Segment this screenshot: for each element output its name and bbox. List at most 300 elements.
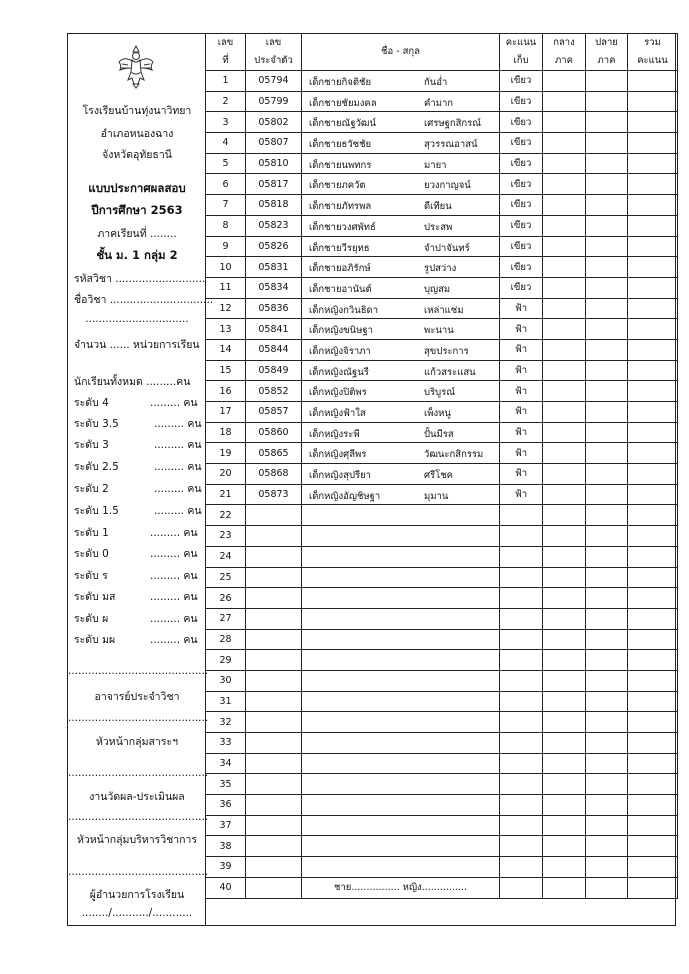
- signature-line: ..........................................: [68, 866, 209, 878]
- student-id: 05802: [246, 112, 302, 133]
- credits: จำนวน ...... หน่วยการเรียน: [74, 339, 200, 351]
- table-row: [206, 588, 678, 609]
- row-number: 21: [206, 484, 246, 505]
- level-row: ระดับ 3.5 ......... คน: [74, 418, 202, 430]
- academic-year: ปีการศึกษา 2563: [91, 203, 183, 217]
- first-name: เด็กหญิงณัฐนรี: [309, 366, 369, 378]
- level-row: ระดับ 4 ......... คน: [74, 397, 198, 409]
- first-name: เด็กหญิงศุลีพร: [309, 449, 367, 461]
- total-cell: [628, 526, 678, 547]
- row-number: 30: [206, 670, 246, 691]
- final-cell: [586, 464, 628, 485]
- last-name: เหล่าแช่ม: [424, 304, 464, 316]
- col-header-final: ปลาย ภาค: [586, 34, 628, 71]
- table-row: [206, 857, 678, 878]
- table-row: [206, 257, 678, 278]
- last-name: ปั้นมีรส: [424, 428, 454, 440]
- table-row: [206, 484, 678, 505]
- final-cell: [586, 815, 628, 836]
- row-number: 6: [206, 174, 246, 195]
- school-name: โรงเรียนบ้านทุ่งนาวิทยา: [82, 105, 192, 117]
- score-cell: เขียว: [500, 71, 543, 92]
- last-name: บริบูรณ์: [424, 387, 456, 399]
- row-number: 1: [206, 71, 246, 92]
- student-name: [302, 133, 500, 154]
- midterm-cell: [543, 298, 586, 319]
- midterm-cell: [543, 526, 586, 547]
- row-number: 4: [206, 133, 246, 154]
- score-cell: ฟ้า: [500, 422, 543, 443]
- final-cell: [586, 567, 628, 588]
- signature-line: ..........................................: [68, 811, 209, 823]
- last-name: รูปสว่าง: [424, 263, 457, 275]
- score-cell: ฟ้า: [500, 339, 543, 360]
- midterm-cell: [543, 567, 586, 588]
- student-id: [246, 857, 302, 878]
- score-cell: ฟ้า: [500, 298, 543, 319]
- final-cell: [586, 670, 628, 691]
- table-row: [206, 91, 678, 112]
- final-cell: [586, 112, 628, 133]
- row-number: 15: [206, 360, 246, 381]
- student-id: [246, 546, 302, 567]
- score-cell: เขียว: [500, 133, 543, 154]
- score-cell: [500, 857, 543, 878]
- final-cell: [586, 91, 628, 112]
- table-row: [206, 567, 678, 588]
- first-name: เด็กหญิงฟ้าใส: [309, 408, 366, 419]
- score-cell: [500, 567, 543, 588]
- total-cell: [628, 360, 678, 381]
- midterm-cell: [543, 236, 586, 257]
- student-id: [246, 670, 302, 691]
- score-cell: เขียว: [500, 174, 543, 195]
- student-id: [246, 733, 302, 754]
- student-name: [302, 733, 500, 754]
- col-header-total: รวม คะแนน: [628, 34, 678, 71]
- total-cell: [628, 608, 678, 629]
- table-row: [206, 691, 678, 712]
- student-name: [302, 629, 500, 650]
- total-cell: [628, 629, 678, 650]
- score-cell: ฟ้า: [500, 319, 543, 340]
- first-name: เด็กหญิงสุปรียา: [309, 470, 371, 482]
- midterm-cell: [543, 629, 586, 650]
- midterm-cell: [543, 753, 586, 774]
- student-id: [246, 753, 302, 774]
- table-row: [206, 753, 678, 774]
- first-name: เด็กชายกิจติชัย: [309, 77, 372, 88]
- midterm-cell: [543, 195, 586, 216]
- student-id: 05834: [246, 277, 302, 298]
- total-cell: [628, 464, 678, 485]
- last-name: บุญสม: [424, 283, 451, 295]
- student-id: 05799: [246, 91, 302, 112]
- final-cell: [586, 588, 628, 609]
- table-row: [206, 422, 678, 443]
- semester: ภาคเรียนที่ ........: [97, 228, 177, 240]
- first-name: เด็กชายธวัชชัย: [309, 139, 372, 151]
- row-number: 35: [206, 774, 246, 795]
- level-row: ระดับ มส ......... คน: [74, 591, 198, 603]
- level-row: ระดับ ผ ......... คน: [74, 613, 198, 625]
- score-cell: [500, 505, 543, 526]
- col-header-score: คะแนน เก็บ: [500, 34, 543, 71]
- midterm-cell: [543, 91, 586, 112]
- total-cell: [628, 795, 678, 816]
- midterm-cell: [543, 339, 586, 360]
- row-number: 2: [206, 91, 246, 112]
- table-row: [206, 133, 678, 154]
- student-id: [246, 608, 302, 629]
- score-cell: [500, 670, 543, 691]
- score-cell: [500, 815, 543, 836]
- total-cell: [628, 112, 678, 133]
- level-row: ระดับ มผ ......... คน: [74, 634, 198, 646]
- row-number: 40: [206, 877, 246, 898]
- midterm-cell: [543, 712, 586, 733]
- final-cell: [586, 877, 628, 898]
- last-name: พะนาน: [424, 325, 454, 337]
- total-cell: [628, 215, 678, 236]
- total-cell: [628, 650, 678, 671]
- student-name: [302, 339, 500, 360]
- final-cell: [586, 133, 628, 154]
- last-name: ดีเทียน: [424, 201, 452, 213]
- final-cell: [586, 422, 628, 443]
- student-id: 05841: [246, 319, 302, 340]
- midterm-cell: [543, 402, 586, 423]
- final-cell: [586, 360, 628, 381]
- total-cell: [628, 339, 678, 360]
- student-id: [246, 650, 302, 671]
- final-cell: [586, 608, 628, 629]
- student-name: [302, 774, 500, 795]
- midterm-cell: [543, 857, 586, 878]
- total-cell: [628, 195, 678, 216]
- final-cell: [586, 215, 628, 236]
- midterm-cell: [543, 71, 586, 92]
- student-id: [246, 588, 302, 609]
- student-id: [246, 567, 302, 588]
- student-name: [302, 422, 500, 443]
- student-id: [246, 836, 302, 857]
- table-row: [206, 298, 678, 319]
- total-cell: [628, 670, 678, 691]
- table-row: [206, 153, 678, 174]
- score-cell: [500, 733, 543, 754]
- total-cell: [628, 505, 678, 526]
- midterm-cell: [543, 464, 586, 485]
- last-name: มุมาน: [424, 490, 449, 502]
- student-name: [302, 464, 500, 485]
- score-cell: [500, 712, 543, 733]
- student-name: [302, 546, 500, 567]
- score-cell: [500, 526, 543, 547]
- row-number: 3: [206, 112, 246, 133]
- table-row: [206, 319, 678, 340]
- final-cell: [586, 277, 628, 298]
- level-row: ระดับ ร ......... คน: [74, 570, 198, 582]
- row-number: 22: [206, 505, 246, 526]
- final-cell: [586, 505, 628, 526]
- row-number: 37: [206, 815, 246, 836]
- midterm-cell: [543, 422, 586, 443]
- midterm-cell: [543, 505, 586, 526]
- final-cell: [586, 402, 628, 423]
- first-name: เด็กชายวงศพัทธ์: [309, 221, 376, 233]
- row-number: 32: [206, 712, 246, 733]
- student-id: [246, 877, 302, 898]
- row-number: 26: [206, 588, 246, 609]
- last-name: วัฒนะกสิกรรม: [424, 449, 484, 461]
- student-id: 05817: [246, 174, 302, 195]
- midterm-cell: [543, 546, 586, 567]
- midterm-cell: [543, 112, 586, 133]
- midterm-cell: [543, 257, 586, 278]
- last-name: ประสพ: [424, 221, 453, 233]
- province: จังหวัดอุทัยธานี: [102, 149, 172, 161]
- subject-name-cont: ...............................: [85, 313, 189, 325]
- student-id: 05849: [246, 360, 302, 381]
- final-cell: [586, 753, 628, 774]
- student-name: [302, 608, 500, 629]
- last-name: สุขประการ: [424, 345, 469, 357]
- final-cell: [586, 298, 628, 319]
- date-line: ......../.........../............: [81, 907, 193, 919]
- signature-line: ..........................................: [68, 665, 209, 677]
- first-name: เด็กชายอภิรักษ์: [309, 263, 371, 275]
- student-name: [302, 712, 500, 733]
- row-number: 16: [206, 381, 246, 402]
- score-cell: เขียว: [500, 195, 543, 216]
- score-cell: ฟ้า: [500, 443, 543, 464]
- table-row: [206, 443, 678, 464]
- student-name: [302, 236, 500, 257]
- final-cell: [586, 629, 628, 650]
- student-name: [302, 257, 500, 278]
- total-cell: [628, 381, 678, 402]
- student-id: 05857: [246, 402, 302, 423]
- level-row: ระดับ 1 ......... คน: [74, 527, 198, 539]
- row-number: 14: [206, 339, 246, 360]
- score-cell: [500, 753, 543, 774]
- score-cell: [500, 836, 543, 857]
- total-cell: [628, 153, 678, 174]
- midterm-cell: [543, 277, 586, 298]
- first-name: เด็กชายนพทกร: [309, 159, 372, 171]
- table-row: [206, 174, 678, 195]
- student-id: 05868: [246, 464, 302, 485]
- gender-summary: ชาย................ หญิง...............: [302, 877, 500, 898]
- midterm-cell: [543, 774, 586, 795]
- row-number: 34: [206, 753, 246, 774]
- final-cell: [586, 443, 628, 464]
- row-number: 10: [206, 257, 246, 278]
- midterm-cell: [543, 795, 586, 816]
- row-number: 5: [206, 153, 246, 174]
- first-name: เด็กชายชัยมงคล: [309, 97, 377, 109]
- student-id: 05844: [246, 339, 302, 360]
- student-name: [302, 153, 500, 174]
- total-cell: [628, 71, 678, 92]
- row-number: 17: [206, 402, 246, 423]
- row-number: 8: [206, 215, 246, 236]
- student-id: 05818: [246, 195, 302, 216]
- row-number: 11: [206, 277, 246, 298]
- last-name: ศรีโชค: [424, 470, 454, 482]
- final-cell: [586, 153, 628, 174]
- total-cell: [628, 236, 678, 257]
- row-number: 24: [206, 546, 246, 567]
- last-name: เพ็งหนู: [424, 408, 451, 419]
- table-row: [206, 795, 678, 816]
- student-name: [302, 670, 500, 691]
- table-row: [206, 877, 678, 898]
- total-cell: [628, 422, 678, 443]
- score-cell: ฟ้า: [500, 360, 543, 381]
- table-row: [206, 815, 678, 836]
- row-number: 7: [206, 195, 246, 216]
- final-cell: [586, 857, 628, 878]
- total-cell: [628, 774, 678, 795]
- student-name: [302, 381, 500, 402]
- score-cell: เขียว: [500, 153, 543, 174]
- score-cell: [500, 608, 543, 629]
- midterm-cell: [543, 360, 586, 381]
- midterm-cell: [543, 733, 586, 754]
- first-name: เด็กหญิงจิราภา: [309, 345, 371, 357]
- midterm-cell: [543, 608, 586, 629]
- student-id: [246, 712, 302, 733]
- first-name: เด็กหญิงระพี: [309, 428, 360, 440]
- total-cell: [628, 815, 678, 836]
- student-name: [302, 195, 500, 216]
- row-number: 29: [206, 650, 246, 671]
- student-name: [302, 815, 500, 836]
- final-cell: [586, 712, 628, 733]
- signature-role: หัวหน้ากลุ่มสาระฯ: [95, 736, 178, 748]
- student-id: 05826: [246, 236, 302, 257]
- final-cell: [586, 257, 628, 278]
- score-cell: ฟ้า: [500, 464, 543, 485]
- table-row: [206, 629, 678, 650]
- row-number: 33: [206, 733, 246, 754]
- first-name: เด็กชายอานันต์: [309, 283, 372, 295]
- table-row: [206, 733, 678, 754]
- student-name: [302, 215, 500, 236]
- last-name: เศรษฐกสิกรณ์: [424, 118, 482, 130]
- student-id: [246, 774, 302, 795]
- form-title: แบบประกาศผลสอบ: [88, 181, 186, 195]
- midterm-cell: [543, 815, 586, 836]
- table-row: [206, 360, 678, 381]
- student-name: [302, 174, 500, 195]
- student-name: [302, 650, 500, 671]
- student-id: 05810: [246, 153, 302, 174]
- student-name: [302, 567, 500, 588]
- signature-line: ..........................................: [68, 767, 209, 779]
- student-name: [302, 691, 500, 712]
- last-name: มายา: [424, 159, 447, 171]
- table-row: [206, 195, 678, 216]
- final-cell: [586, 381, 628, 402]
- row-number: 12: [206, 298, 246, 319]
- level-row: ระดับ 0 ......... คน: [74, 548, 198, 560]
- student-id: [246, 691, 302, 712]
- table-row: [206, 236, 678, 257]
- student-id: [246, 815, 302, 836]
- student-id: 05873: [246, 484, 302, 505]
- first-name: เด็กชายณัฐวัฒน์: [309, 118, 376, 130]
- signature-role: อาจารย์ประจำวิชา: [94, 691, 180, 703]
- row-number: 9: [206, 236, 246, 257]
- first-name: เด็กหญิงปิติพร: [309, 387, 367, 399]
- total-cell: [628, 691, 678, 712]
- signature-role: หัวหน้ากลุ่มบริหารวิชาการ: [76, 834, 198, 846]
- info-column: [68, 34, 214, 925]
- row-number: 13: [206, 319, 246, 340]
- table-row: [206, 650, 678, 671]
- district: อำเภอหนองฉาง: [100, 128, 174, 140]
- final-cell: [586, 236, 628, 257]
- first-name: เด็กหญิงอัญชิษฐา: [309, 490, 381, 502]
- table-row: [206, 774, 678, 795]
- student-name: [302, 112, 500, 133]
- student-id: [246, 795, 302, 816]
- total-cell: [628, 402, 678, 423]
- score-cell: [500, 774, 543, 795]
- final-cell: [586, 174, 628, 195]
- score-cell: [500, 795, 543, 816]
- total-cell: [628, 443, 678, 464]
- midterm-cell: [543, 133, 586, 154]
- table-row: [206, 339, 678, 360]
- midterm-cell: [543, 319, 586, 340]
- student-name: [302, 71, 500, 92]
- student-name: [302, 298, 500, 319]
- total-students: นักเรียนทั้งหมด .........คน: [74, 376, 191, 388]
- last-name: สุวรรณอาสน์: [424, 139, 478, 151]
- student-id: 05823: [246, 215, 302, 236]
- total-cell: [628, 712, 678, 733]
- last-name: ยวงกาญจน์: [424, 180, 471, 192]
- row-number: 25: [206, 567, 246, 588]
- total-cell: [628, 484, 678, 505]
- student-name: [302, 319, 500, 340]
- row-number: 20: [206, 464, 246, 485]
- table-row: [206, 712, 678, 733]
- student-id: [246, 629, 302, 650]
- score-cell: ฟ้า: [500, 484, 543, 505]
- total-cell: [628, 836, 678, 857]
- final-cell: [586, 319, 628, 340]
- student-table: [205, 33, 678, 899]
- final-cell: [586, 546, 628, 567]
- table-row: [206, 670, 678, 691]
- table-row: [206, 526, 678, 547]
- last-name: กันอ่ำ: [424, 77, 448, 88]
- student-id: 05836: [246, 298, 302, 319]
- level-row: ระดับ 2 ......... คน: [74, 483, 202, 495]
- midterm-cell: [543, 691, 586, 712]
- student-name: [302, 484, 500, 505]
- total-cell: [628, 753, 678, 774]
- table-row: [206, 836, 678, 857]
- table-row: [206, 277, 678, 298]
- final-cell: [586, 339, 628, 360]
- total-cell: [628, 277, 678, 298]
